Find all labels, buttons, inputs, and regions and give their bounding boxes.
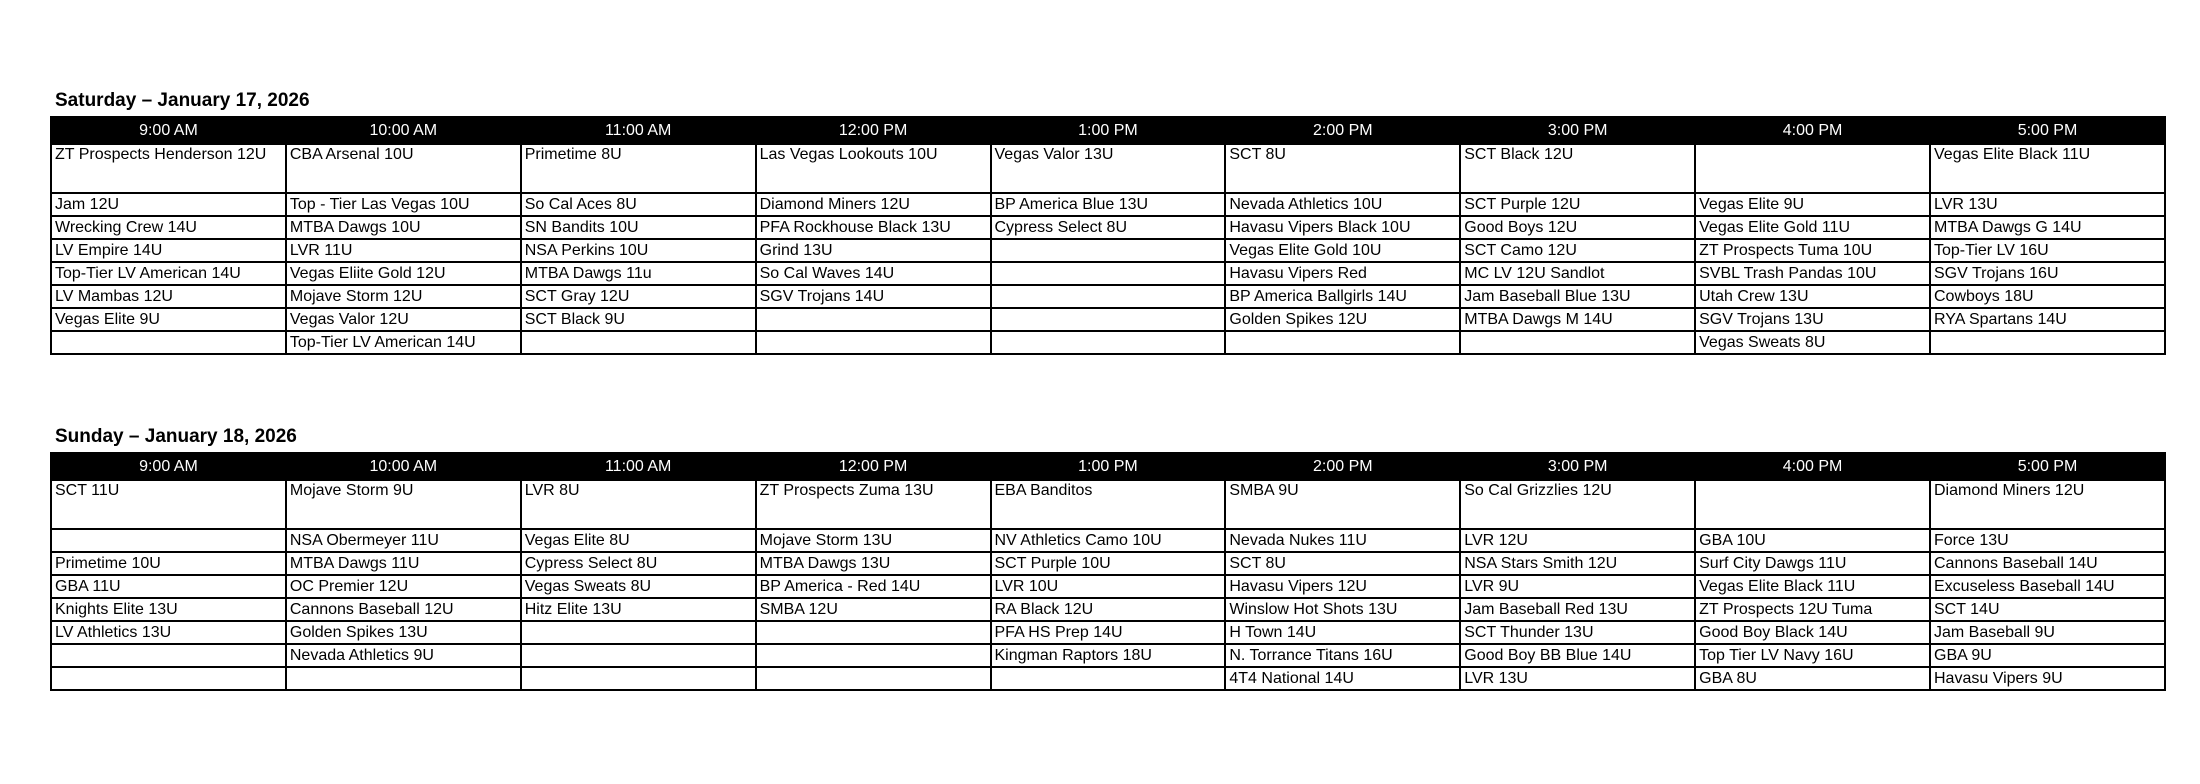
team-cell: LVR 10U xyxy=(991,575,1226,598)
time-slot-header: 4:00 PM xyxy=(1695,117,1930,144)
time-slot-header: 3:00 PM xyxy=(1460,453,1695,480)
team-cell: So Cal Aces 8U xyxy=(521,193,756,216)
team-cell: Vegas Sweats 8U xyxy=(1695,331,1930,354)
team-cell: SCT Black 12U xyxy=(1460,144,1695,193)
time-slot-header: 1:00 PM xyxy=(991,453,1226,480)
team-cell: RA Black 12U xyxy=(991,598,1226,621)
team-cell: Good Boy Black 14U xyxy=(1695,621,1930,644)
team-cell: GBA 8U xyxy=(1695,667,1930,690)
table-row xyxy=(51,285,2165,308)
team-cell: SN Bandits 10U xyxy=(521,216,756,239)
time-slot-header: 3:00 PM xyxy=(1460,117,1695,144)
team-cell: Force 13U xyxy=(1930,529,2165,552)
team-cell: Golden Spikes 13U xyxy=(286,621,521,644)
team-cell xyxy=(1930,331,2165,354)
team-cell xyxy=(756,308,991,331)
time-slot-header: 1:00 PM xyxy=(991,117,1226,144)
team-cell: Vegas Sweats 8U xyxy=(521,575,756,598)
team-cell: Grind 13U xyxy=(756,239,991,262)
team-cell: Havasu Vipers 9U xyxy=(1930,667,2165,690)
header-row xyxy=(51,117,2165,144)
team-cell: SCT 8U xyxy=(1225,144,1460,193)
team-cell: Havasu Vipers 12U xyxy=(1225,575,1460,598)
team-cell: Vegas Elite Gold 11U xyxy=(1695,216,1930,239)
team-cell: Cypress Select 8U xyxy=(991,216,1226,239)
team-cell: LV Empire 14U xyxy=(51,239,286,262)
team-cell: Hitz Elite 13U xyxy=(521,598,756,621)
team-cell xyxy=(991,285,1226,308)
team-cell xyxy=(756,331,991,354)
header-row xyxy=(51,453,2165,480)
team-cell: LVR 11U xyxy=(286,239,521,262)
team-cell xyxy=(1695,480,1930,529)
time-slot-header: 11:00 AM xyxy=(521,117,756,144)
team-cell: Excuseless Baseball 14U xyxy=(1930,575,2165,598)
table-row xyxy=(51,644,2165,667)
team-cell: Vegas Elite Black 11U xyxy=(1695,575,1930,598)
team-cell: LV Athletics 13U xyxy=(51,621,286,644)
team-cell: Top-Tier LV American 14U xyxy=(286,331,521,354)
team-cell: SGV Trojans 16U xyxy=(1930,262,2165,285)
team-cell: SVBL Trash Pandas 10U xyxy=(1695,262,1930,285)
team-cell: Primetime 8U xyxy=(521,144,756,193)
team-cell xyxy=(51,529,286,552)
sunday-title: Sunday – January 18, 2026 xyxy=(55,426,297,447)
team-cell: LVR 8U xyxy=(521,480,756,529)
team-cell: So Cal Grizzlies 12U xyxy=(1460,480,1695,529)
team-cell: LVR 12U xyxy=(1460,529,1695,552)
team-cell: BP America Blue 13U xyxy=(991,193,1226,216)
team-cell: Vegas Valor 13U xyxy=(991,144,1226,193)
team-cell: MTBA Dawgs 10U xyxy=(286,216,521,239)
team-cell: Cannons Baseball 12U xyxy=(286,598,521,621)
team-cell xyxy=(991,239,1226,262)
team-cell: MTBA Dawgs 11u xyxy=(521,262,756,285)
team-cell: Nevada Athletics 9U xyxy=(286,644,521,667)
team-cell: Top-Tier LV American 14U xyxy=(51,262,286,285)
team-cell xyxy=(51,331,286,354)
team-cell xyxy=(521,331,756,354)
team-cell: Jam Baseball Blue 13U xyxy=(1460,285,1695,308)
time-slot-header: 12:00 PM xyxy=(756,117,991,144)
table-row xyxy=(51,331,2165,354)
time-slot-header: 9:00 AM xyxy=(51,453,286,480)
team-cell: Vegas Eliite Gold 12U xyxy=(286,262,521,285)
team-cell: CBA Arsenal 10U xyxy=(286,144,521,193)
time-slot-header: 5:00 PM xyxy=(1930,117,2165,144)
team-cell: ZT Prospects Henderson 12U xyxy=(51,144,286,193)
team-cell: SMBA 9U xyxy=(1225,480,1460,529)
team-cell: Diamond Miners 12U xyxy=(1930,480,2165,529)
table-row xyxy=(51,144,2165,193)
team-cell: Las Vegas Lookouts 10U xyxy=(756,144,991,193)
team-cell xyxy=(1695,144,1930,193)
time-slot-header: 9:00 AM xyxy=(51,117,286,144)
team-cell: NSA Perkins 10U xyxy=(521,239,756,262)
team-cell: MTBA Dawgs G 14U xyxy=(1930,216,2165,239)
team-cell: BP America Ballgirls 14U xyxy=(1225,285,1460,308)
team-cell xyxy=(286,667,521,690)
team-cell: GBA 10U xyxy=(1695,529,1930,552)
team-cell: OC Premier 12U xyxy=(286,575,521,598)
team-cell: Surf City Dawgs 11U xyxy=(1695,552,1930,575)
team-cell: SCT Thunder 13U xyxy=(1460,621,1695,644)
table-row xyxy=(51,598,2165,621)
table-row xyxy=(51,262,2165,285)
team-cell xyxy=(1460,331,1695,354)
time-slot-header: 11:00 AM xyxy=(521,453,756,480)
team-cell xyxy=(51,644,286,667)
team-cell xyxy=(991,667,1226,690)
team-cell: Top - Tier Las Vegas 10U xyxy=(286,193,521,216)
team-cell: Nevada Athletics 10U xyxy=(1225,193,1460,216)
table-row xyxy=(51,193,2165,216)
table-row xyxy=(51,621,2165,644)
team-cell: Cypress Select 8U xyxy=(521,552,756,575)
team-cell: SCT Gray 12U xyxy=(521,285,756,308)
team-cell: Cannons Baseball 14U xyxy=(1930,552,2165,575)
team-cell: SCT Black 9U xyxy=(521,308,756,331)
team-cell: SMBA 12U xyxy=(756,598,991,621)
team-cell: Jam Baseball 9U xyxy=(1930,621,2165,644)
team-cell: LV Mambas 12U xyxy=(51,285,286,308)
table-row xyxy=(51,552,2165,575)
team-cell: PFA Rockhouse Black 13U xyxy=(756,216,991,239)
team-cell: MC LV 12U Sandlot xyxy=(1460,262,1695,285)
table-row xyxy=(51,216,2165,239)
team-cell: Havasu Vipers Red xyxy=(1225,262,1460,285)
team-cell: Kingman Raptors 18U xyxy=(991,644,1226,667)
time-slot-header: 4:00 PM xyxy=(1695,453,1930,480)
team-cell: RYA Spartans 14U xyxy=(1930,308,2165,331)
team-cell: Primetime 10U xyxy=(51,552,286,575)
team-cell: Vegas Elite 8U xyxy=(521,529,756,552)
team-cell xyxy=(756,667,991,690)
team-cell: SGV Trojans 13U xyxy=(1695,308,1930,331)
team-cell: Winslow Hot Shots 13U xyxy=(1225,598,1460,621)
time-slot-header: 10:00 AM xyxy=(286,117,521,144)
team-cell: NSA Obermeyer 11U xyxy=(286,529,521,552)
team-cell: Good Boy BB Blue 14U xyxy=(1460,644,1695,667)
team-cell xyxy=(991,308,1226,331)
team-cell: NSA Stars Smith 12U xyxy=(1460,552,1695,575)
team-cell: GBA 11U xyxy=(51,575,286,598)
team-cell: MTBA Dawgs 11U xyxy=(286,552,521,575)
table-row xyxy=(51,480,2165,529)
team-cell: Vegas Elite Gold 10U xyxy=(1225,239,1460,262)
table-row xyxy=(51,575,2165,598)
table-row xyxy=(51,529,2165,552)
sunday-schedule-table xyxy=(50,452,2166,691)
team-cell: Utah Crew 13U xyxy=(1695,285,1930,308)
team-cell xyxy=(521,621,756,644)
team-cell: Top Tier LV Navy 16U xyxy=(1695,644,1930,667)
team-cell: Vegas Elite Black 11U xyxy=(1930,144,2165,193)
saturday-title: Saturday – January 17, 2026 xyxy=(55,90,310,111)
team-cell: Vegas Valor 12U xyxy=(286,308,521,331)
team-cell: So Cal Waves 14U xyxy=(756,262,991,285)
team-cell: MTBA Dawgs 13U xyxy=(756,552,991,575)
team-cell: Top-Tier LV 16U xyxy=(1930,239,2165,262)
team-cell: Nevada Nukes 11U xyxy=(1225,529,1460,552)
team-cell: MTBA Dawgs M 14U xyxy=(1460,308,1695,331)
team-cell: Wrecking Crew 14U xyxy=(51,216,286,239)
team-cell: BP America - Red 14U xyxy=(756,575,991,598)
team-cell: LVR 9U xyxy=(1460,575,1695,598)
team-cell: Jam Baseball Red 13U xyxy=(1460,598,1695,621)
team-cell: LVR 13U xyxy=(1460,667,1695,690)
team-cell: GBA 9U xyxy=(1930,644,2165,667)
time-slot-header: 12:00 PM xyxy=(756,453,991,480)
team-cell xyxy=(991,262,1226,285)
team-cell: SGV Trojans 14U xyxy=(756,285,991,308)
team-cell: 4T4 National 14U xyxy=(1225,667,1460,690)
team-cell: SCT Purple 10U xyxy=(991,552,1226,575)
table-row xyxy=(51,239,2165,262)
team-cell: N. Torrance Titans 16U xyxy=(1225,644,1460,667)
saturday-schedule-table xyxy=(50,116,2166,355)
team-cell: Cowboys 18U xyxy=(1930,285,2165,308)
team-cell: Diamond Miners 12U xyxy=(756,193,991,216)
time-slot-header: 5:00 PM xyxy=(1930,453,2165,480)
team-cell xyxy=(521,644,756,667)
team-cell: Havasu Vipers Black 10U xyxy=(1225,216,1460,239)
time-slot-header: 2:00 PM xyxy=(1225,453,1460,480)
team-cell: SCT Camo 12U xyxy=(1460,239,1695,262)
team-cell: Jam 12U xyxy=(51,193,286,216)
time-slot-header: 10:00 AM xyxy=(286,453,521,480)
team-cell: SCT 8U xyxy=(1225,552,1460,575)
team-cell: ZT Prospects Zuma 13U xyxy=(756,480,991,529)
team-cell xyxy=(1225,331,1460,354)
time-slot-header: 2:00 PM xyxy=(1225,117,1460,144)
team-cell: Knights Elite 13U xyxy=(51,598,286,621)
team-cell: H Town 14U xyxy=(1225,621,1460,644)
table-row xyxy=(51,667,2165,690)
team-cell xyxy=(51,667,286,690)
team-cell: Mojave Storm 13U xyxy=(756,529,991,552)
team-cell: SCT Purple 12U xyxy=(1460,193,1695,216)
team-cell: Vegas Elite 9U xyxy=(1695,193,1930,216)
team-cell xyxy=(991,331,1226,354)
team-cell: SCT 14U xyxy=(1930,598,2165,621)
team-cell: EBA Banditos xyxy=(991,480,1226,529)
team-cell: Golden Spikes 12U xyxy=(1225,308,1460,331)
team-cell: Mojave Storm 9U xyxy=(286,480,521,529)
team-cell: Vegas Elite 9U xyxy=(51,308,286,331)
team-cell: NV Athletics Camo 10U xyxy=(991,529,1226,552)
table-row xyxy=(51,308,2165,331)
team-cell: SCT 11U xyxy=(51,480,286,529)
team-cell: ZT Prospects 12U Tuma xyxy=(1695,598,1930,621)
team-cell xyxy=(521,667,756,690)
team-cell: PFA HS Prep 14U xyxy=(991,621,1226,644)
team-cell xyxy=(756,644,991,667)
team-cell: LVR 13U xyxy=(1930,193,2165,216)
team-cell xyxy=(756,621,991,644)
team-cell: ZT Prospects Tuma 10U xyxy=(1695,239,1930,262)
team-cell: Good Boys 12U xyxy=(1460,216,1695,239)
team-cell: Mojave Storm 12U xyxy=(286,285,521,308)
